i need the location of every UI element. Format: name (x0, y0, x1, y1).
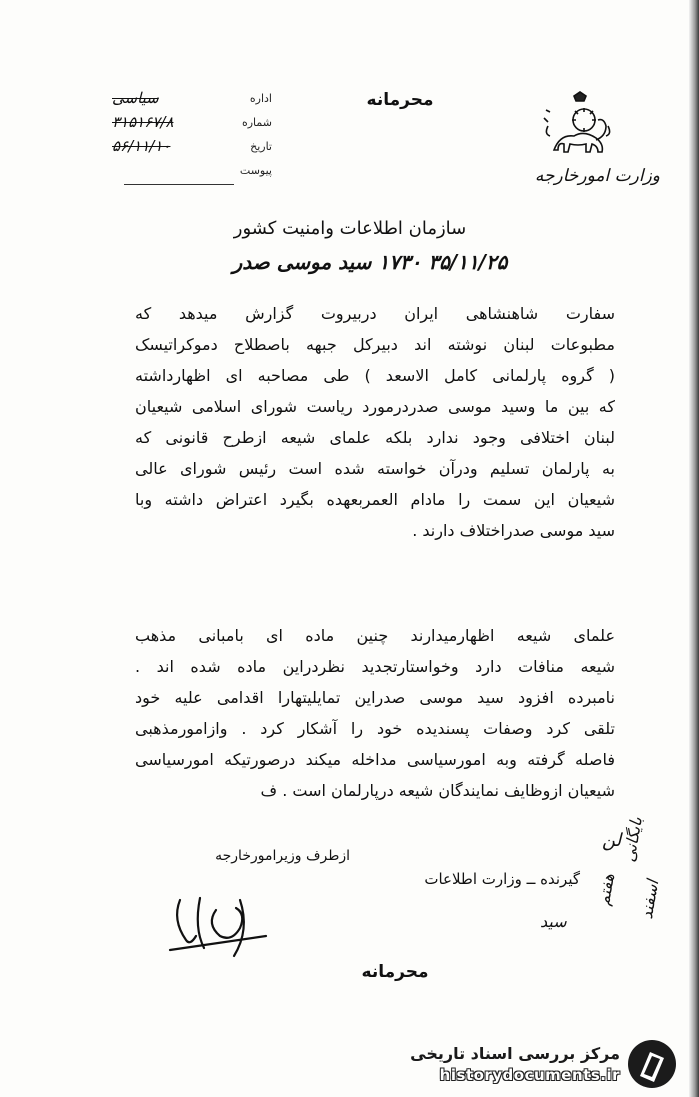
handwritten-side-note (593, 815, 680, 950)
body-line: لبنان اختلافی وجود ندارد بلکه علمای شیعه ازطرح قانونی که (135, 428, 615, 447)
watermark (380, 1036, 690, 1094)
handwritten-initials: لن (602, 830, 622, 851)
body-line: فاصله گرفته وبه امورسیاسی مداخله میکند درصورتیکه امورسیاسی (135, 750, 615, 769)
watermark-url: historydocuments.ir (439, 1066, 620, 1084)
body-line: سفارت شاهنشاهی ایران دربیروت گزارش میدهد که (135, 304, 615, 323)
body-line: شیعیان ازوظایف نمایندگان شیعه درپارلمان است . ف (260, 781, 615, 800)
body-line: تلقی کرد وصفات پسندیده خود را آشکار کرد . وازامورمذهبی (135, 719, 615, 738)
side-note-line: هفتم (593, 872, 619, 907)
meta-number-value: ۳۱۵۱۶۷/۸ (112, 113, 174, 131)
side-note-line: بایگانی (619, 815, 646, 864)
addressee: سازمان اطلاعات وامنیت کشور (233, 218, 467, 239)
archive-logo-icon (626, 1038, 678, 1090)
scan-edge-shadow (689, 0, 699, 1097)
ministry-name: وزارت امورخارجه (534, 166, 660, 186)
body-line: شیعیان این سمت را مادام العمربعهده بگیرد اعتراض داشته وبا (135, 490, 615, 509)
meta-date-value: ۵۶/۱۱/۱۰ (112, 137, 171, 155)
meta-office-label: اداره (249, 91, 272, 105)
handwritten-mark: سید (540, 912, 567, 931)
classification-bottom: محرمانه (361, 962, 429, 982)
meta-date-row (112, 134, 272, 158)
classification-top: محرمانه (366, 90, 434, 110)
body-line: به پارلمان تسلیم ودرآن خواسته شده است رئیس شورای عالی (135, 459, 615, 478)
body-line: علمای شیعه اظهارمیدارند چنین ماده ای بامبانی مذهب (135, 626, 615, 645)
meta-underline (124, 184, 234, 185)
body-line: که بین ما وسید موسی صدردرمورد ریاست شورای اسلامی شیعیان (135, 397, 615, 416)
body-line: سید موسی صدراختلاف دارند . (412, 521, 615, 540)
body-paragraph-2 (135, 620, 615, 806)
signature-icon (160, 890, 280, 970)
meta-number-label: شماره (241, 115, 272, 129)
body-paragraph-1 (135, 298, 615, 546)
side-note-line: اسفند (636, 878, 663, 921)
meta-block (112, 86, 272, 182)
watermark-title: مرکز بررسی اسناد تاریخی (410, 1044, 620, 1063)
body-line: مطبوعات لبنان نوشته اند دبیرکل جبهه باصطلاح دموکراتیسک (135, 335, 615, 354)
meta-number-row (112, 110, 272, 134)
meta-date-label: تاریخ (250, 139, 272, 153)
meta-attachment-row (112, 158, 272, 182)
meta-office-value: سیاسی (112, 89, 159, 107)
body-line: ( گروه پارلمانی کامل الاسعد ) طی مصاحبه ای اظهارداشته (135, 366, 615, 385)
handwritten-reference: ۳۵/۱۱/۲۵ ۱۷۳۰ سید موسی صدر (232, 250, 508, 274)
signature-title: ازطرف وزیرامورخارجه (215, 848, 350, 864)
meta-attachment-label: پیوست (239, 163, 272, 177)
recipient-line: گیرنده ــ وزارت اطلاعات (424, 870, 580, 888)
body-line: نامبرده افزود سید موسی صدراین تمایلیتهارا اقدامی علیه خود (135, 688, 615, 707)
meta-office-row (112, 86, 272, 110)
body-line: شیعه منافات دارد وخواستارتجدید نظردراین ماده شده اند . (135, 657, 615, 676)
lion-and-sun-emblem-icon (540, 90, 620, 170)
